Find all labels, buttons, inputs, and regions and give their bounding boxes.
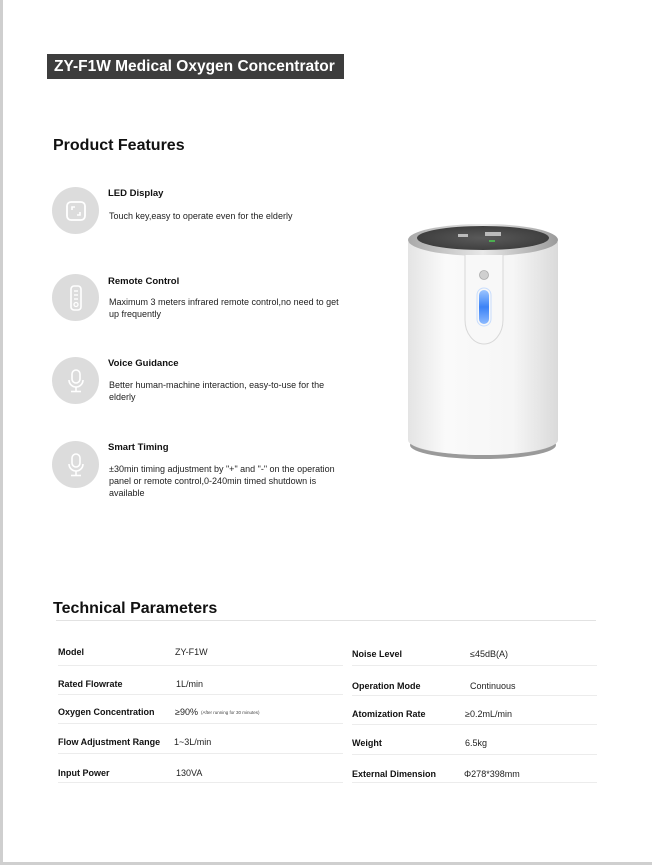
feature-title: Remote Control [108, 276, 180, 287]
features-heading: Product Features [53, 137, 185, 154]
param-note: (After running for 30 minutes) [200, 710, 260, 716]
feature-remote-control [52, 274, 352, 324]
page-title: ZY-F1W Medical Oxygen Concentrator [47, 54, 344, 79]
feature-description: Better human-machine interaction, easy-to-use for the elderly [109, 380, 325, 402]
feature-description: Touch key,easy to operate even for the elderly [109, 211, 293, 221]
param-row [58, 647, 338, 665]
param-label: Atomization Rate [352, 709, 426, 719]
param-row [352, 649, 597, 667]
param-row [58, 679, 338, 697]
param-value: 6.5kg [465, 738, 488, 748]
row-divider [352, 695, 597, 696]
row-divider [58, 753, 343, 754]
param-value: ≤45dB(A) [470, 649, 508, 659]
document-page [3, 0, 652, 862]
param-value [175, 707, 259, 717]
feature-smart-timing [52, 441, 352, 501]
param-label: Weight [352, 738, 382, 748]
param-label: Flow Adjustment Range [58, 737, 161, 747]
param-row [58, 707, 338, 725]
row-divider [352, 665, 597, 666]
divider [56, 620, 596, 621]
param-value: 1L/min [176, 679, 204, 689]
param-label: Input Power [58, 768, 110, 778]
row-divider [58, 723, 343, 724]
feature-led-display [52, 187, 352, 237]
microphone-icon [52, 357, 99, 404]
row-divider [352, 724, 597, 725]
param-value: 130VA [176, 768, 203, 778]
param-value: 1~3L/min [174, 737, 212, 747]
param-label: External Dimension [352, 769, 437, 779]
feature-voice-guidance [52, 357, 352, 407]
param-value: ZY-F1W [175, 647, 208, 657]
param-value: Continuous [470, 681, 516, 691]
param-row [58, 737, 338, 755]
row-divider [352, 754, 597, 755]
param-row [58, 768, 338, 786]
param-value: ≥0.2mL/min [465, 709, 512, 719]
param-row [352, 738, 597, 756]
param-value-main: ≥90% [175, 707, 198, 717]
microphone-icon [52, 441, 99, 488]
param-label: Rated Flowrate [58, 679, 123, 689]
product-image [403, 220, 563, 465]
param-label: Oxygen Concentration [58, 707, 155, 717]
param-label: Operation Mode [352, 681, 421, 691]
param-label: Noise Level [352, 649, 403, 659]
param-value: Φ278*398mm [464, 769, 520, 779]
feature-description: ±30min timing adjustment by "+" and "-" on the operation panel or remote control,0-240min timed shutdown is available [109, 464, 335, 498]
feature-title: LED Display [108, 188, 164, 199]
feature-title: Smart Timing [108, 442, 169, 453]
technical-heading: Technical Parameters [53, 600, 218, 617]
row-divider [58, 782, 343, 783]
remote-control-icon [52, 274, 99, 321]
row-divider [352, 782, 597, 783]
param-label: Model [58, 647, 84, 657]
row-divider [58, 665, 343, 666]
row-divider [58, 694, 343, 695]
feature-description: Maximum 3 meters infrared remote control,no need to get up frequently [109, 297, 339, 319]
expand-square-icon [52, 187, 99, 234]
param-row [352, 681, 597, 699]
param-row [352, 709, 597, 727]
param-row [352, 769, 597, 787]
feature-title: Voice Guidance [108, 358, 179, 369]
